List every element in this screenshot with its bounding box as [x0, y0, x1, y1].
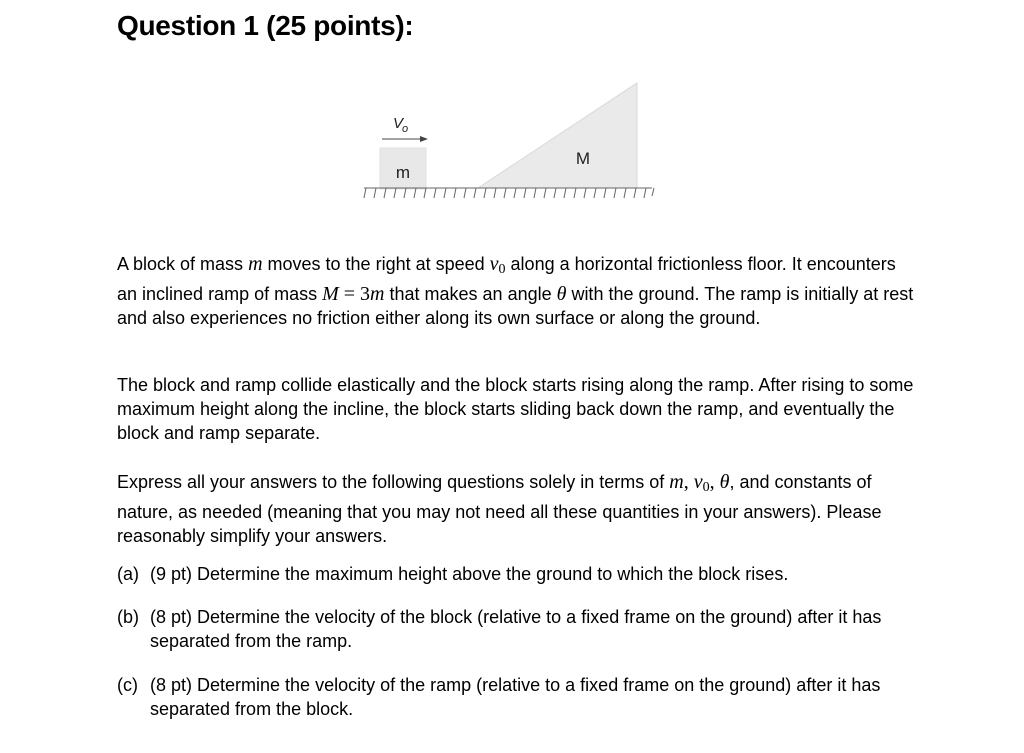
mass-M-symbol: M — [322, 283, 339, 305]
instructions-paragraph: Express all your answers to the following questions solely in terms of m, $v_0$, θ, and constants of nature, as needed (meaning that you may not need all these quantities in your answers). Please reasonably simplify your answers. — [117, 471, 882, 546]
question-part-b — [117, 605, 917, 653]
part-label: (c) — [117, 675, 138, 695]
ramp-M — [478, 83, 637, 188]
ramp-label: M — [575, 149, 591, 168]
part-label: (b) — [117, 607, 139, 627]
velocity-subscript: o — [402, 123, 409, 135]
question-part-c — [117, 673, 917, 721]
block-ramp-diagram — [360, 80, 660, 205]
part-label: (a) — [117, 564, 139, 584]
problem-paragraph-2: The block and ramp collide elastically and the block starts rising along the ramp. After rising to some maximum height along the incline, the block starts sliding back down the ramp, and eventually the block and ramp separate. — [117, 375, 914, 443]
theta-symbol: θ — [556, 283, 567, 305]
question-part-a — [117, 562, 917, 586]
velocity-label: V — [393, 115, 404, 132]
part-text: (8 pt) Determine the velocity of the block (relative to a fixed frame on the ground) after it has separated from the ramp. — [150, 607, 882, 651]
mass-m-symbol: m — [248, 253, 263, 275]
speed-v-symbol: v — [489, 253, 499, 275]
part-text: (8 pt) Determine the velocity of the ramp (relative to a fixed frame on the ground) after it has separated from the block. — [150, 675, 881, 719]
block-label: m — [395, 163, 411, 182]
velocity-arrow-icon — [382, 136, 428, 142]
problem-paragraph-1: A block of mass m moves to the right at speed $v_0$ along a horizontal frictionless floor. It encounters an inclined ramp of mass M = 3m that makes an angle θ with the ground. The ramp is initially at rest and also experiences no friction either along its own surface or along the ground. — [117, 253, 914, 328]
question-title: Question 1 (25 points): — [117, 10, 414, 41]
part-text: (9 pt) Determine the maximum height above the ground to which the block rises. — [150, 564, 789, 584]
